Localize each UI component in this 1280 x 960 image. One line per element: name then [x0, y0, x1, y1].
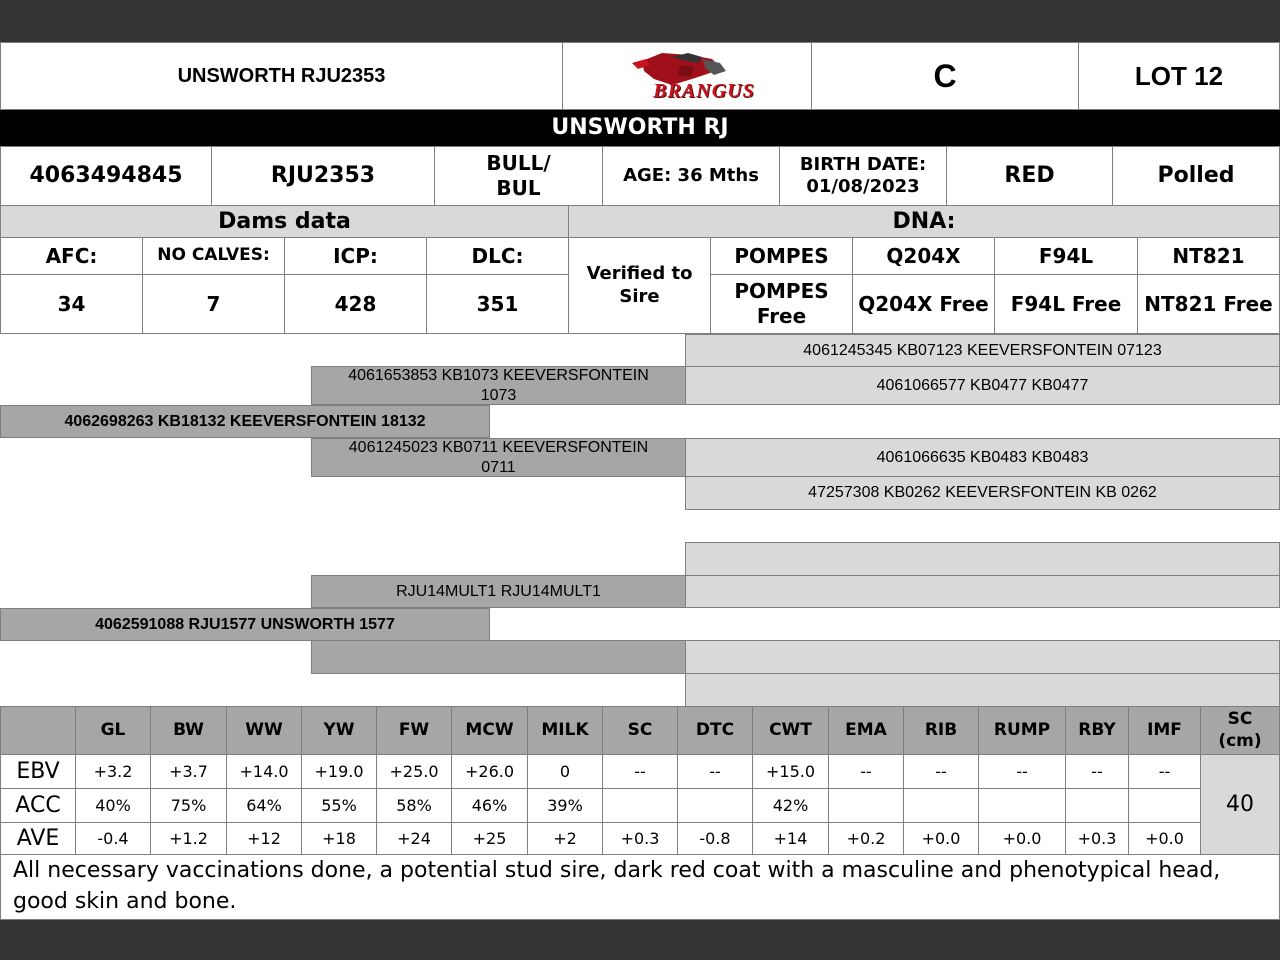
ebv-cell: 39%	[527, 788, 603, 823]
ebv-header-dtc: DTC	[677, 706, 753, 755]
ebv-header-gl: GL	[75, 706, 151, 755]
ebv-cell: +2	[527, 822, 603, 856]
ebv-row-label-acc: ACC	[0, 788, 76, 823]
pedigree-dam: 4062591088 RJU1577 UNSWORTH 1577	[0, 608, 490, 641]
ebv-cell: --	[602, 754, 678, 789]
pedigree-dam-sire-sire	[685, 542, 1280, 576]
ebv-cell: +0.0	[903, 822, 979, 856]
ebv-cell	[602, 788, 678, 823]
age: AGE: 36 Mths	[602, 146, 780, 206]
ebv-cell: --	[903, 754, 979, 789]
ebv-cell: 0	[527, 754, 603, 789]
dna-value-q204x: Q204X Free	[852, 274, 995, 334]
ebv-cell	[677, 788, 753, 823]
pedigree-dam-dam-dam	[685, 673, 1280, 707]
pedigree-sire: 4062698263 KB18132 KEEVERSFONTEIN 18132	[0, 405, 490, 438]
coat-color: RED	[946, 146, 1113, 206]
brangus-logo	[562, 42, 812, 110]
ebv-cell: 75%	[150, 788, 227, 823]
dams-value-no-calves: 7	[142, 274, 285, 334]
ebv-header-mcw: MCW	[451, 706, 528, 755]
grade-letter: C	[811, 42, 1079, 110]
ebv-cell	[978, 788, 1066, 823]
ebv-header-bw: BW	[150, 706, 227, 755]
ebv-cell	[1128, 788, 1201, 823]
ebv-cell: +0.2	[828, 822, 904, 856]
ebv-cell: 40%	[75, 788, 151, 823]
pedigree-sire-dam-sire: 4061066635 KB0483 KB0483	[685, 438, 1280, 477]
ebv-row-label-ebv: EBV	[0, 754, 76, 789]
dams-value-dlc: 351	[426, 274, 569, 334]
ebv-header-ema: EMA	[828, 706, 904, 755]
ebv-cell: +24	[376, 822, 452, 856]
ebv-cell: +3.7	[150, 754, 227, 789]
ebv-cell: 55%	[301, 788, 377, 823]
ebv-header-ww: WW	[226, 706, 302, 755]
ebv-cell: --	[828, 754, 904, 789]
ebv-cell: -0.4	[75, 822, 151, 856]
ebv-cell: +12	[226, 822, 302, 856]
registration-number: 4063494845	[0, 146, 212, 206]
dams-header-icp: ICP:	[284, 237, 427, 275]
pedigree-sire-dam-dam: 47257308 KB0262 KEEVERSFONTEIN KB 0262	[685, 476, 1280, 510]
ebv-cell: +25.0	[376, 754, 452, 789]
ebv-cell: +19.0	[301, 754, 377, 789]
ebv-cell: 46%	[451, 788, 528, 823]
dams-value-icp: 428	[284, 274, 427, 334]
dna-title: DNA:	[568, 205, 1280, 238]
dams-header-no-calves: NO CALVES:	[142, 237, 285, 275]
pedigree-sire-sire-dam: 4061066577 KB0477 KB0477	[685, 366, 1280, 405]
ebv-sc-value: 40	[1200, 754, 1280, 856]
ebv-header-rib: RIB	[903, 706, 979, 755]
brand-name: BRANGUS	[653, 79, 755, 102]
ebv-header-cwt: CWT	[752, 706, 829, 755]
ebv-cell: +14.0	[226, 754, 302, 789]
dams-value-afc: 34	[0, 274, 143, 334]
ebv-header-milk: MILK	[527, 706, 603, 755]
dna-value-f94l: F94L Free	[994, 274, 1138, 334]
polled-status: Polled	[1112, 146, 1280, 206]
ebv-cell: 64%	[226, 788, 302, 823]
ebv-cell: +14	[752, 822, 829, 856]
dna-header-pompes: POMPES	[710, 237, 853, 275]
dams-data-title: Dams data	[0, 205, 569, 238]
ebv-header-yw: YW	[301, 706, 377, 755]
dna-header-nt821: NT821	[1137, 237, 1280, 275]
pedigree-sire-sire-sire: 4061245345 KB07123 KEEVERSFONTEIN 07123	[685, 334, 1280, 367]
animal-name: UNSWORTH RJU2353	[0, 42, 563, 110]
ebv-cell: +0.0	[978, 822, 1066, 856]
ebv-cell: +0.0	[1128, 822, 1201, 856]
dna-value-nt821: NT821 Free	[1137, 274, 1280, 334]
ebv-cell: --	[1065, 754, 1129, 789]
ebv-cell: +3.2	[75, 754, 151, 789]
pedigree-sire-sire: 4061653853 KB1073 KEEVERSFONTEIN 1073	[311, 366, 686, 405]
ebv-header-imf: IMF	[1128, 706, 1201, 755]
ebv-cell: +18	[301, 822, 377, 856]
dna-value-pompes: POMPES Free	[710, 274, 853, 334]
ebv-cell: --	[677, 754, 753, 789]
dna-header-q204x: Q204X	[852, 237, 995, 275]
remarks: All necessary vaccinations done, a potential stud sire, dark red coat with a masculine and phenotypical head, good skin and bone.	[0, 854, 1280, 920]
ebv-cell: 42%	[752, 788, 829, 823]
ebv-cell: --	[978, 754, 1066, 789]
dna-header-f94l: F94L	[994, 237, 1138, 275]
ebv-cell: +0.3	[602, 822, 678, 856]
dna-verified: Verified to Sire	[568, 237, 711, 334]
pedigree-dam-sire-dam	[685, 575, 1280, 608]
ebv-cell: -0.8	[677, 822, 753, 856]
ebv-cell: 58%	[376, 788, 452, 823]
ebv-header-fw: FW	[376, 706, 452, 755]
pedigree-dam-dam	[311, 640, 686, 674]
sex: BULL/ BUL	[434, 146, 603, 206]
ebv-header-rby: RBY	[1065, 706, 1129, 755]
pedigree-dam-dam-sire	[685, 640, 1280, 674]
birth-date: BIRTH DATE: 01/08/2023	[779, 146, 947, 206]
pedigree-dam-sire: RJU14MULT1 RJU14MULT1	[311, 575, 686, 608]
banner-title: UNSWORTH RJ	[0, 110, 1280, 146]
ebv-cell: +1.2	[150, 822, 227, 856]
ebv-cell: --	[1128, 754, 1201, 789]
ebv-header-sc: SC	[602, 706, 678, 755]
dams-header-dlc: DLC:	[426, 237, 569, 275]
ebv-cell: +26.0	[451, 754, 528, 789]
dams-header-afc: AFC:	[0, 237, 143, 275]
ebv-corner	[0, 706, 76, 755]
ebv-cell	[903, 788, 979, 823]
ebv-cell	[828, 788, 904, 823]
ebv-cell: +15.0	[752, 754, 829, 789]
lot-number: LOT 12	[1078, 42, 1280, 110]
pedigree-sire-dam: 4061245023 KB0711 KEEVERSFONTEIN 0711	[311, 438, 686, 477]
ebv-cell: +25	[451, 822, 528, 856]
ebv-header-sc-cm: SC (cm)	[1200, 706, 1280, 755]
ebv-cell: +0.3	[1065, 822, 1129, 856]
ebv-cell	[1065, 788, 1129, 823]
ebv-row-label-ave: AVE	[0, 822, 76, 856]
animal-id: RJU2353	[211, 146, 435, 206]
ebv-header-rump: RUMP	[978, 706, 1066, 755]
